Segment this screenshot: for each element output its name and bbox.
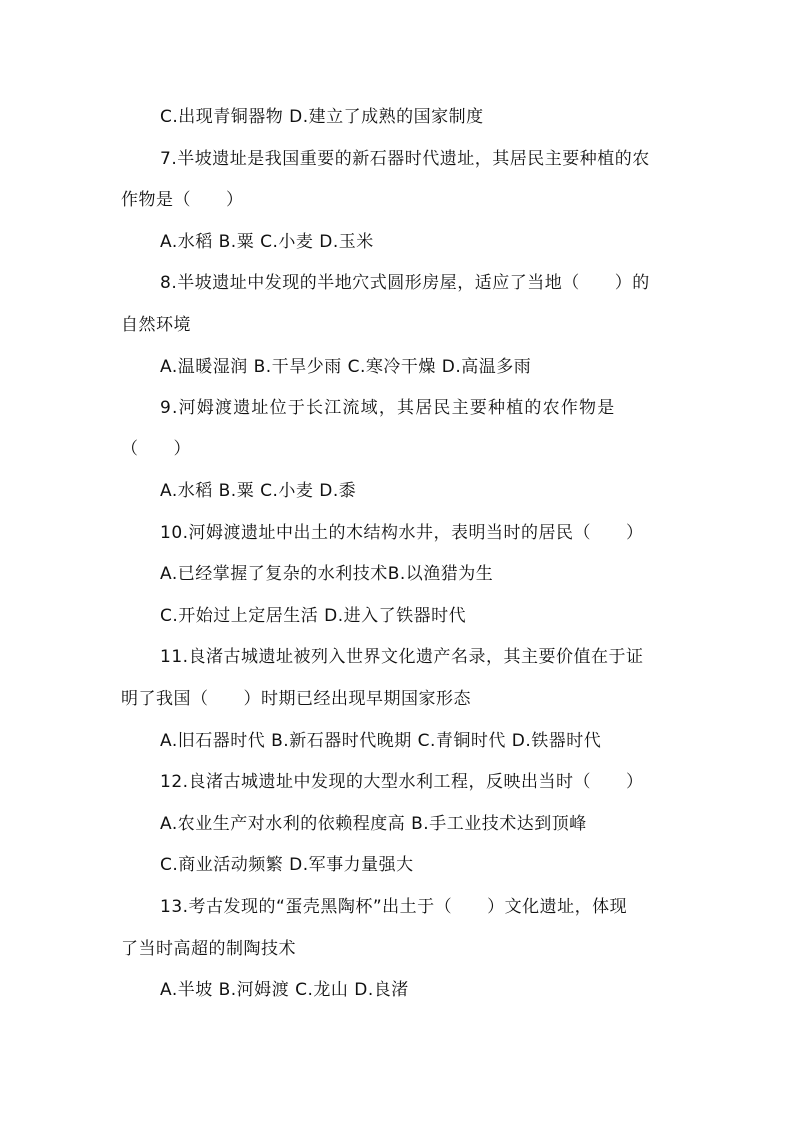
question-12-line-1: 12.良渚古城遗址中发现的大型水利工程，反映出当时（ ） bbox=[160, 772, 644, 792]
question-7-line-2: 作物是（ ） bbox=[121, 190, 244, 210]
question-12-options-2: C.商业活动频繁 D.军事力量强大 bbox=[160, 855, 414, 875]
question-9-line-2: （ ） bbox=[121, 439, 191, 459]
question-9-options: A.水稻 B.粟 C.小麦 D.黍 bbox=[160, 481, 357, 501]
question-11-line-1: 11.良渚古城遗址被列入世界文化遗产名录，其主要价值在于证 bbox=[160, 647, 644, 667]
question-7-options: A.水稻 B.粟 C.小麦 D.玉米 bbox=[160, 232, 374, 252]
question-13-line-2: 了当时高超的制陶技术 bbox=[121, 939, 296, 959]
question-8-options: A.温暖湿润 B.干旱少雨 C.寒冷干燥 D.高温多雨 bbox=[160, 357, 532, 377]
question-10-options-1: A.已经掌握了复杂的水利技术B.以渔猎为生 bbox=[160, 564, 494, 584]
question-8-line-1: 8.半坡遗址中发现的半地穴式圆形房屋，适应了当地（ ）的 bbox=[160, 273, 650, 293]
question-9-line-1: 9.河姆渡遗址位于长江流域，其居民主要种植的农作物是 bbox=[160, 398, 616, 418]
question-11-options: A.旧石器时代 B.新石器时代晚期 C.青铜时代 D.铁器时代 bbox=[160, 731, 602, 751]
question-7-line-1: 7.半坡遗址是我国重要的新石器时代遗址，其居民主要种植的农 bbox=[160, 149, 650, 169]
question-11-line-2: 明了我国（ ）时期已经出现早期国家形态 bbox=[121, 689, 471, 709]
question-8-line-2: 自然环境 bbox=[121, 315, 191, 335]
question-13-line-1: 13.考古发现的“蛋壳黑陶杯”出土于（ ）文化遗址，体现 bbox=[160, 897, 628, 917]
question-13-options: A.半坡 B.河姆渡 C.龙山 D.良渚 bbox=[160, 980, 409, 1000]
question-10-line-1: 10.河姆渡遗址中出土的木结构水井，表明当时的居民（ ） bbox=[160, 523, 644, 543]
question-12-options-1: A.农业生产对水利的依赖程度高 B.手工业技术达到顶峰 bbox=[160, 814, 587, 834]
option-line: C.出现青铜器物 D.建立了成熟的国家制度 bbox=[160, 107, 484, 127]
question-10-options-2: C.开始过上定居生活 D.进入了铁器时代 bbox=[160, 606, 467, 626]
